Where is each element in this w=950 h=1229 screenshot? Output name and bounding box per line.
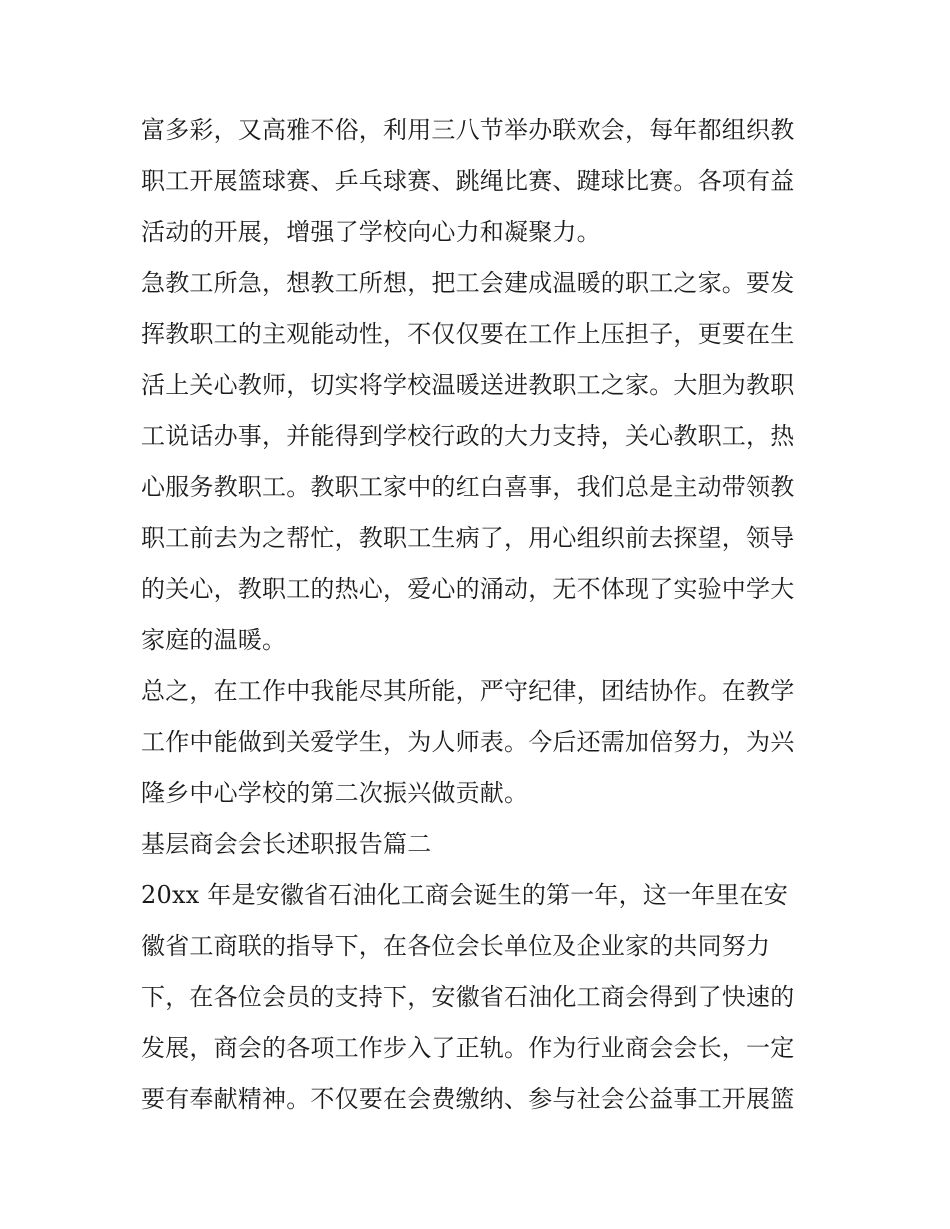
text-line: 工说话办事，并能得到学校行政的大力支持，关心教职工，热 <box>141 422 795 450</box>
text-line: 总之，在工作中我能尽其所能，严守纪律，团结协作。在教学 <box>141 677 795 705</box>
text-line: 工作中能做到关爱学生，为人师表。今后还需加倍努力，为兴 <box>141 728 795 756</box>
text-line: 的关心，教职工的热心，爱心的涌动，无不体现了实验中学大 <box>141 575 795 603</box>
text-line: 要有奉献精神。不仅要在会费缴纳、参与社会公益事工开展篮 <box>141 1085 795 1113</box>
text-line: 活动的开展，增强了学校向心力和凝聚力。 <box>141 218 601 246</box>
text-line: 急教工所急，想教工所想，把工会建成温暖的职工之家。要发 <box>141 269 795 297</box>
text-line: 徽省工商联的指导下，在各位会长单位及企业家的共同努力 <box>141 932 771 960</box>
text-line: 挥教职工的主观能动性，不仅仅要在工作上压担子，更要在生 <box>141 320 795 348</box>
text-line: 活上关心教师，切实将学校温暖送进教职工之家。大胆为教职 <box>141 371 795 399</box>
document-body <box>141 105 813 1125</box>
text-line: 20xx 年是安徽省石油化工商会诞生的第一年，这一年里在安 <box>141 881 789 909</box>
text-line: 职工前去为之帮忙，教职工生病了，用心组织前去探望，领导 <box>141 524 795 552</box>
section-heading: 基层商会会长述职报告篇二 <box>141 830 432 858</box>
text-line: 富多彩，又高雅不俗，利用三八节举办联欢会，每年都组织教 <box>141 116 795 144</box>
text-line: 下，在各位会员的支持下，安徽省石油化工商会得到了快速的 <box>141 983 795 1011</box>
text-line: 家庭的温暖。 <box>141 626 287 654</box>
text-line: 心服务教职工。教职工家中的红白喜事，我们总是主动带领教 <box>141 473 795 501</box>
text-line: 职工开展篮球赛、乒乓球赛、跳绳比赛、踺球比赛。各项有益 <box>141 167 795 195</box>
text-line: 隆乡中心学校的第二次振兴做贡献。 <box>141 779 529 807</box>
text-line: 发展，商会的各项工作步入了正轨。作为行业商会会长，一定 <box>141 1034 795 1062</box>
